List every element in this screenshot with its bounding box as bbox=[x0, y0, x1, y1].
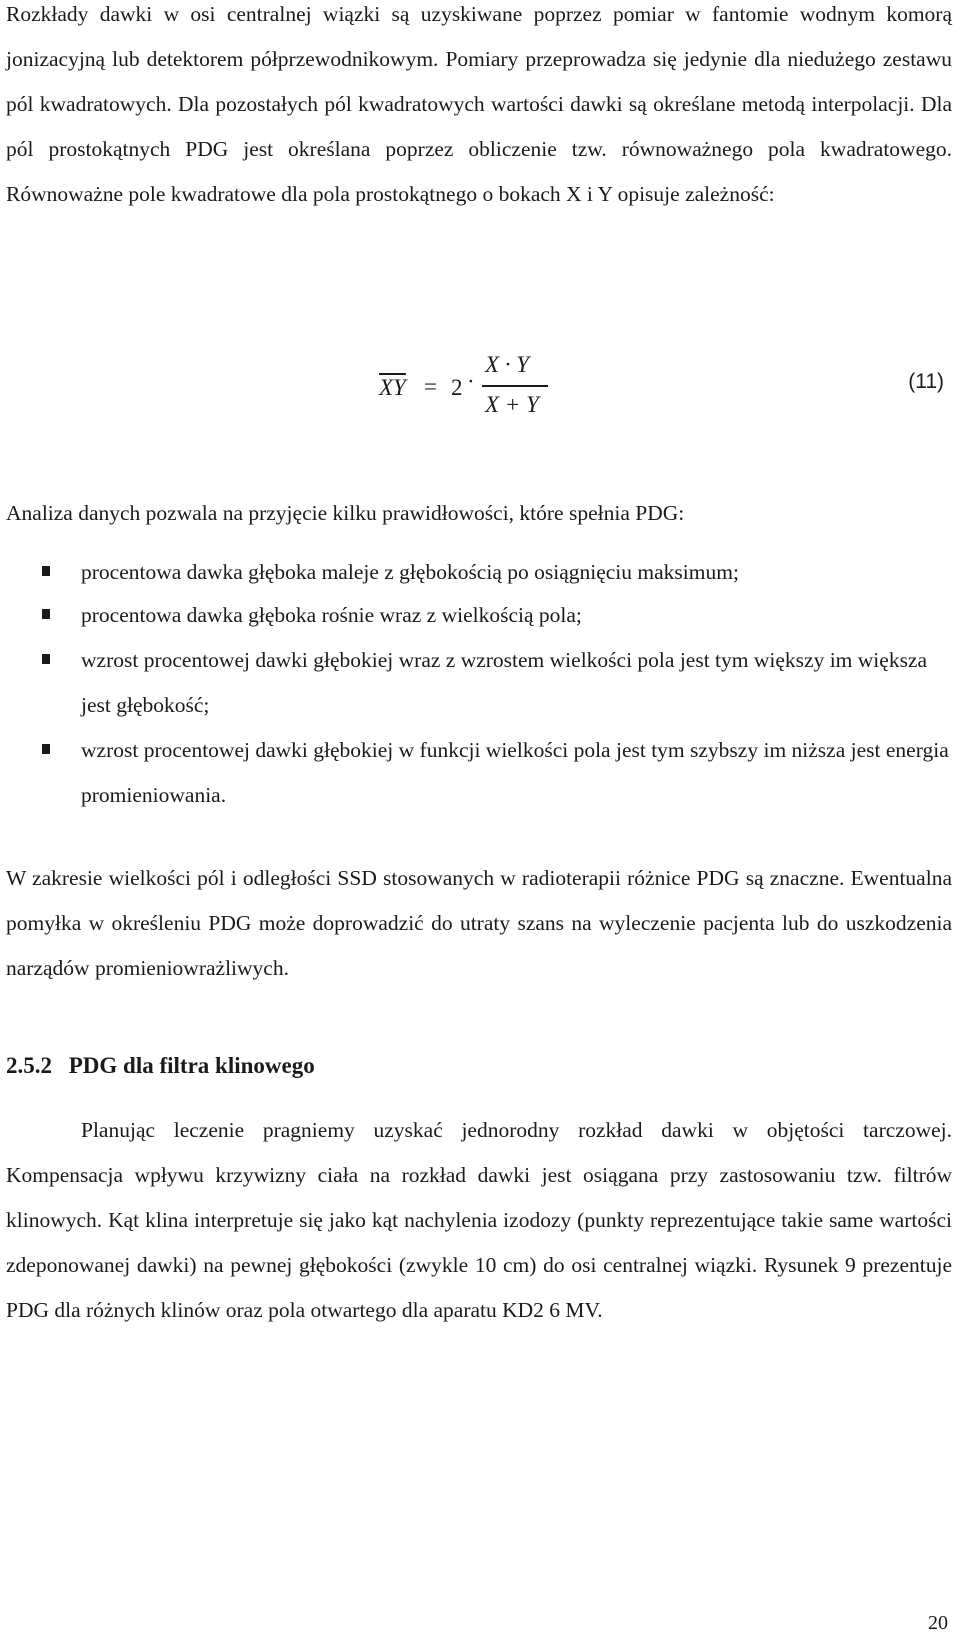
page-number: 20 bbox=[928, 1612, 948, 1634]
section-title: PDG dla filtra klinowego bbox=[68, 1053, 315, 1078]
bullet-list bbox=[6, 550, 952, 818]
formula-coefficient: 2 bbox=[451, 375, 463, 400]
section-heading bbox=[6, 1043, 315, 1088]
formula-dot: · bbox=[467, 369, 475, 394]
paragraph-intro: Rozkłady dawki w osi centralnej wiązki są uzyskiwane poprzez pomiar w fantomie wodnym komorą jonizacyjną lub detektorem półprzewodnikowym. Pomiary przeprowadza się jedynie dla niedużego zestawu pól kwadratowych. Dla pozostałych pól kwadratowych wartości dawki są określane metodą interpolacji. Dla pól prostokątnych PDG jest określana poprzez obliczenie tzw. równoważnego pola kwadratowego. Równoważne pole kwadratowe dla pola prostokątnego o bokach X i Y opisuje zależność: bbox=[6, 2, 952, 206]
list-item-text: procentowa dawka głęboka maleje z głębokością po osiągnięciu maksimum; bbox=[81, 560, 739, 584]
formula-lhs: $\overline{XY}$ bbox=[379, 375, 406, 400]
list-item bbox=[6, 638, 952, 728]
bullet-square-icon bbox=[42, 744, 50, 754]
bullet-square-icon bbox=[42, 609, 50, 619]
formula-equals: = bbox=[424, 374, 437, 399]
list-item bbox=[6, 728, 952, 818]
paragraph-wedge: Planując leczenie pragniemy uzyskać jednorodny rozkład dawki w objętości tarczowej. Kompensacja wpływu krzywizny ciała na rozkład dawki jest osiągana przy zastosowaniu tzw. filtrów klinowych. Kąt klina interpretuje się jako kąt nachylenia izodozy (punkty reprezentujące takie same wartości zdeponowanej dawki) na pewnej głębokości (zwykle 10 cm) do osi centralnej wiązki. Rysunek 9 prezentuje PDG dla różnych klinów oraz pola otwartego dla aparatu KD2 6 MV. bbox=[6, 1118, 952, 1322]
equation-number: (11) bbox=[908, 370, 944, 393]
list-item-text: wzrost procentowej dawki głębokiej w funkcji wielkości pola jest tym szybszy im niższa jest energia promieniowania. bbox=[81, 738, 949, 807]
list-item-text: procentowa dawka głęboka rośnie wraz z wielkością pola; bbox=[81, 603, 582, 627]
paragraph-ssd: W zakresie wielkości pól i odległości SSD stosowanych w radioterapii różnice PDG są znaczne. Ewentualna pomyłka w określeniu PDG może doprowadzić do utraty szans na wyleczenie pacjenta lub do uszkodzenia narządów promieniowrażliwych. bbox=[6, 866, 952, 980]
formula-numerator: X · Y bbox=[485, 352, 530, 377]
fraction-bar bbox=[482, 385, 548, 387]
list-item bbox=[6, 550, 952, 593]
list-item bbox=[6, 593, 952, 638]
bullet-square-icon bbox=[42, 566, 50, 576]
paragraph-analysis: Analiza danych pozwala na przyjęcie kilku prawidłowości, które spełnia PDG: bbox=[6, 501, 685, 525]
formula-denominator: X + Y bbox=[485, 392, 539, 417]
section-number: 2.5.2 bbox=[6, 1053, 52, 1078]
bullet-square-icon bbox=[42, 654, 50, 664]
equation-11 bbox=[379, 352, 579, 427]
list-item-text: wzrost procentowej dawki głębokiej wraz z wzrostem wielkości pola jest tym większy im większa jest głębokość; bbox=[81, 648, 928, 717]
